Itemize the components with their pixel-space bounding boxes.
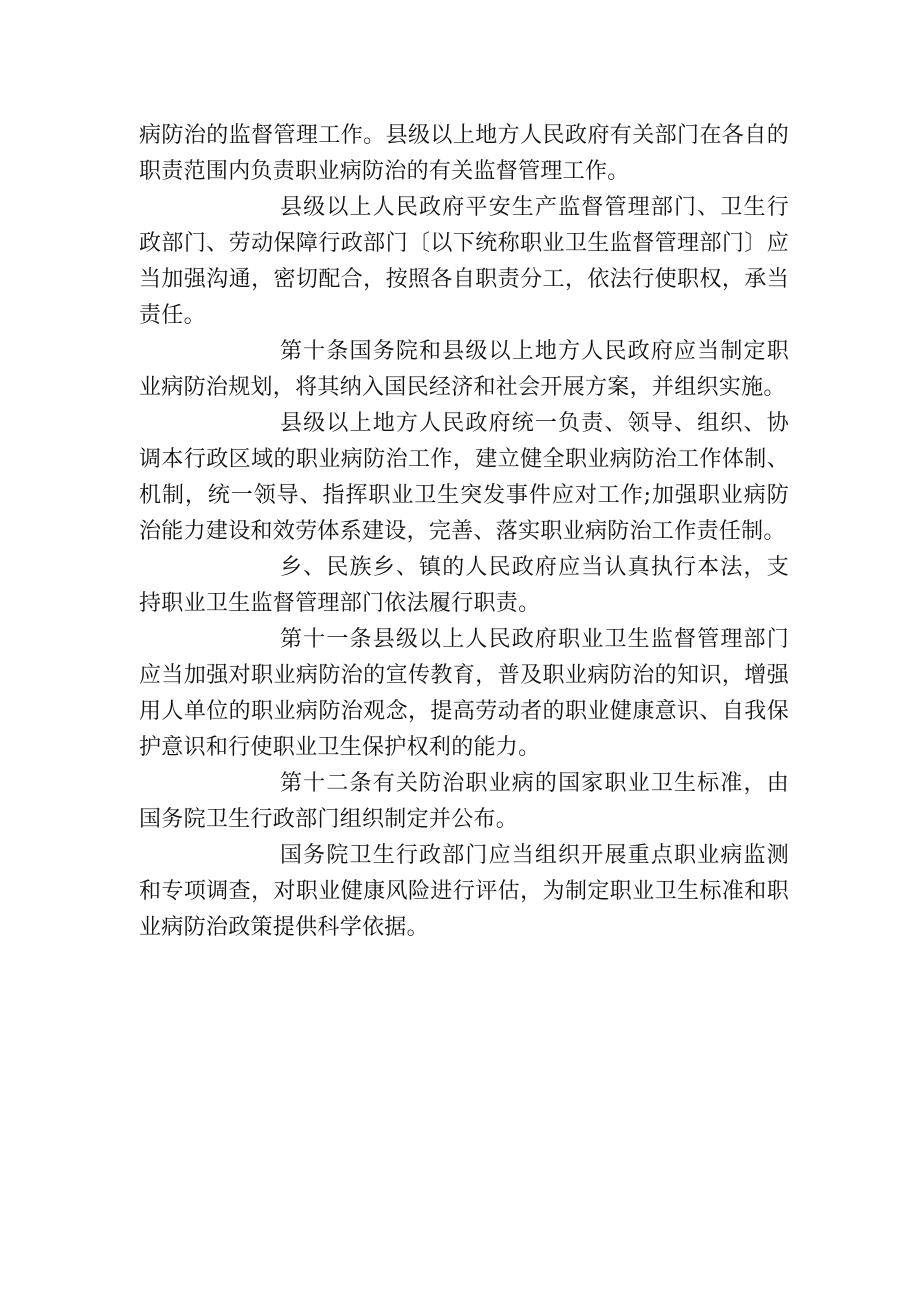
paragraph-6: 第十一条县级以上人民政府职业卫生监督管理部门应当加强对职业病防治的宣传教育，普及职业病防治的知识，增强用人单位的职业病防治观念，提高劳动者的职业健康意识、自我保护意识和行使职业卫生保护权利的能力。 <box>139 627 789 760</box>
paragraph-8: 国务院卫生行政部门应当组织开展重点职业病监测和专项调查，对职业健康风险进行评估，为制定职业卫生标准和职业病防治政策提供科学依据。 <box>139 843 789 940</box>
paragraph-4: 县级以上地方人民政府统一负责、领导、组织、协调本行政区域的职业病防治工作，建立健全职业病防治工作体制、机制，统一领导、指挥职业卫生突发事件应对工作;加强职业病防治能力建设和效劳体系建设，完善、落实职业病防治工作责任制。 <box>139 411 789 544</box>
paragraph-2: 县级以上人民政府平安生产监督管理部门、卫生行政部门、劳动保障行政部门〔以下统称职业卫生监督管理部门〕应当加强沟通，密切配合，按照各自职责分工，依法行使职权，承当责任。 <box>139 195 789 328</box>
paragraph-7: 第十二条有关防治职业病的国家职业卫生标准，由国务院卫生行政部门组织制定并公布。 <box>139 771 789 832</box>
document-body <box>139 118 789 946</box>
paragraph-5: 乡、民族乡、镇的人民政府应当认真执行本法，支持职业卫生监督管理部门依法履行职责。 <box>139 555 789 616</box>
paragraph-3: 第十条国务院和县级以上地方人民政府应当制定职业病防治规划，将其纳入国民经济和社会开展方案，并组织实施。 <box>139 339 789 400</box>
paragraph-1: 病防治的监督管理工作。县级以上地方人民政府有关部门在各自的职责范围内负责职业病防治的有关监督管理工作。 <box>139 123 789 184</box>
